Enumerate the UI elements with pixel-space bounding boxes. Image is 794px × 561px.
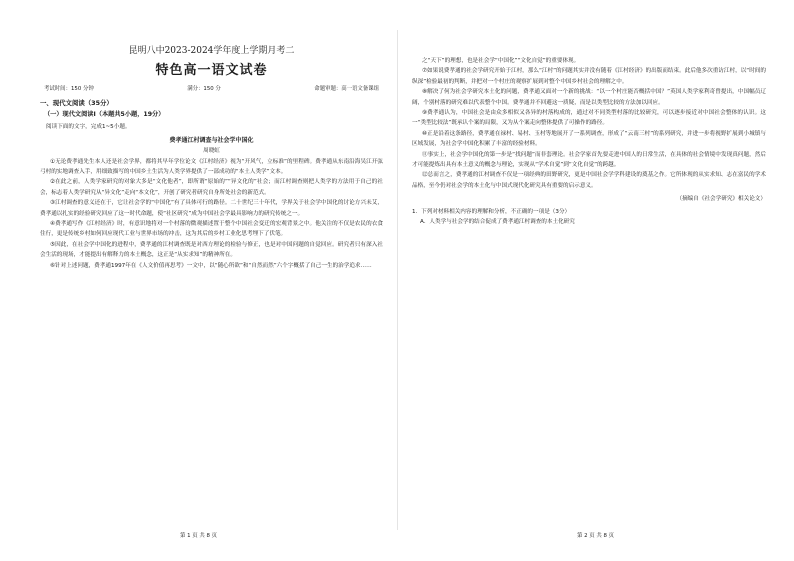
paragraph: ⑪事实上，社会学中国化的第一步是“找问题”而非套理论。社会学家首先要走进中国人的日常生活，在具体的社会情境中发现真问题，然后才可能提炼出具有本土意义的概念与理论，实现从“学术自觉”到“文化自觉”的跨越。	[412, 151, 766, 169]
school-header: 昆明八中2023-2024学年度上学期月考二	[128, 46, 295, 56]
full-score: 满分：150 分	[187, 86, 221, 92]
article-source: （摘编自《社会学研究》相关论文）	[676, 196, 766, 203]
paragraph: 之“天下”的理想，也是社会学“中国化”“文化自觉”的重要体现。	[422, 58, 580, 64]
exam-title: 特色高一语文试卷	[155, 63, 268, 78]
article-title: 费孝通江村调查与社会学中国化	[169, 136, 254, 144]
instruction: 阅读下面的文字，完成1~5小题。	[46, 124, 131, 131]
paragraph: ⑤因此，在社会学中国化的进程中，费孝通的江村调查既是对西方理论的检验与修正，也是对中国问题的自觉回应。研究者只有深入社会生活的现场，才能提出有解释力的本土概念，这正是“从实求知”的精神所在。	[40, 241, 383, 259]
question-1-option-a: A．人类学与社会学的结合促成了费孝通江村调查的本土化研究	[420, 219, 575, 226]
section-heading: 一、现代文阅读（35分）	[40, 99, 113, 108]
paragraph: ②在此之前，人类学家研究的对象大多是“文化他者”，即所谓“原始的”“异文化的”社会；而江村调查则把人类学的方法用于自己的社会，标志着人类学研究从“异文化”走向“本文化”，开创了研究者研究自身所处社会的新范式。	[40, 179, 383, 196]
right-page	[397, 0, 794, 561]
article-author: 周晓虹	[203, 148, 220, 155]
exam-time: 考试时间：150 分钟	[44, 86, 94, 92]
exam-meta	[40, 84, 383, 94]
paragraph: ⑥针对上述问题，费孝通1997年在《人文价值再思考》一文中，以“随心所欲”和“自然而然”六个字概括了自己一生的治学追求……	[50, 262, 372, 269]
paragraph: ⑩正是沿着这条路径，费孝通在禄村、易村、玉村等地展开了一系列调查，形成了“云南三村”的系列研究，并进一步将视野扩展到小城镇与区域发展，为社会学中国化积累了丰富的经验材料。	[412, 130, 766, 148]
page-number: 第 2 页 共 8 页	[577, 532, 614, 539]
paragraph: ⑦如果说费孝通的社会学研究开始于江村，那么“江村”的问题其实并没有随着《江村经济》的出版而结束。此后他多次重访江村，以“时间的纵深”检验最初的判断，并把对一个村庄的观察扩展到对整个中国乡村社会的理解之中。	[412, 68, 766, 85]
question-1: 1．下列对材料相关内容的理解和分析，不正确的一项是（3分）	[412, 208, 571, 215]
paragraph: ⑫总而言之，费孝通的江村调查不仅是一项经典的田野研究，更是中国社会学学科建设的奠基之作。它所体现的从实求知、志在富民的学术品格，至今仍对社会学的本土化与中国式现代化研究具有重要的启示意义。	[412, 172, 766, 189]
exam-setter: 命题审题：高一语文备课组	[314, 86, 379, 92]
paragraph: ④费孝通写作《江村经济》时，有意识地将对一个村落的微观描述置于整个中国社会变迁的宏观背景之中。他关注的不仅是农民的衣食住行，更是传统乡村如何回应现代工业与世界市场的冲击，这为其后的乡村工业化思考埋下了伏笔。	[40, 221, 383, 238]
subsection-heading: （一）现代文阅读Ⅰ（本题共5小题，19分）	[44, 111, 165, 119]
paragraph: ⑨费孝通认为，中国社会是由众多相似又各异的村落构成的，通过对不同类型村落的比较研究，可以逐步接近对中国社会整体的认识。这一“类型比较法”既承认个案的局限，又为从个案走向整体提供了可操作的路径。	[412, 110, 766, 127]
paragraph: ③江村调查的意义还在于，它让社会学的“中国化”有了具体可行的路径。二十世纪三十年代，学界关于社会学中国化的讨论方兴未艾，费孝通以扎实的经验研究回应了这一时代命题，使“社区研究”成为中国社会学最具影响力的研究传统之一。	[40, 200, 383, 217]
page-number: 第 1 页 共 8 页	[180, 532, 217, 539]
paragraph: ①无论费孝通先生本人还是社会学界，都将其早年学位论文《江村经济》视为“开风气，立标准”的里程碑。费孝通从东南沿海吴江开弦弓村的实地调查入手，用细致描写的中国乡土生活为人类学界提供了一部成功的“本土人类学”文本。	[40, 158, 383, 176]
paragraph: ⑧解决了何为社会学研究本土化的问题，费孝通又面对一个新的挑战：“以一个村庄能否概括中国？”英国人类学家利奇曾提出，中国幅员辽阔，个别村落的研究难以代表整个中国。费孝通并不回避这一质疑，而是以类型比较的方法加以回应。	[412, 89, 766, 106]
